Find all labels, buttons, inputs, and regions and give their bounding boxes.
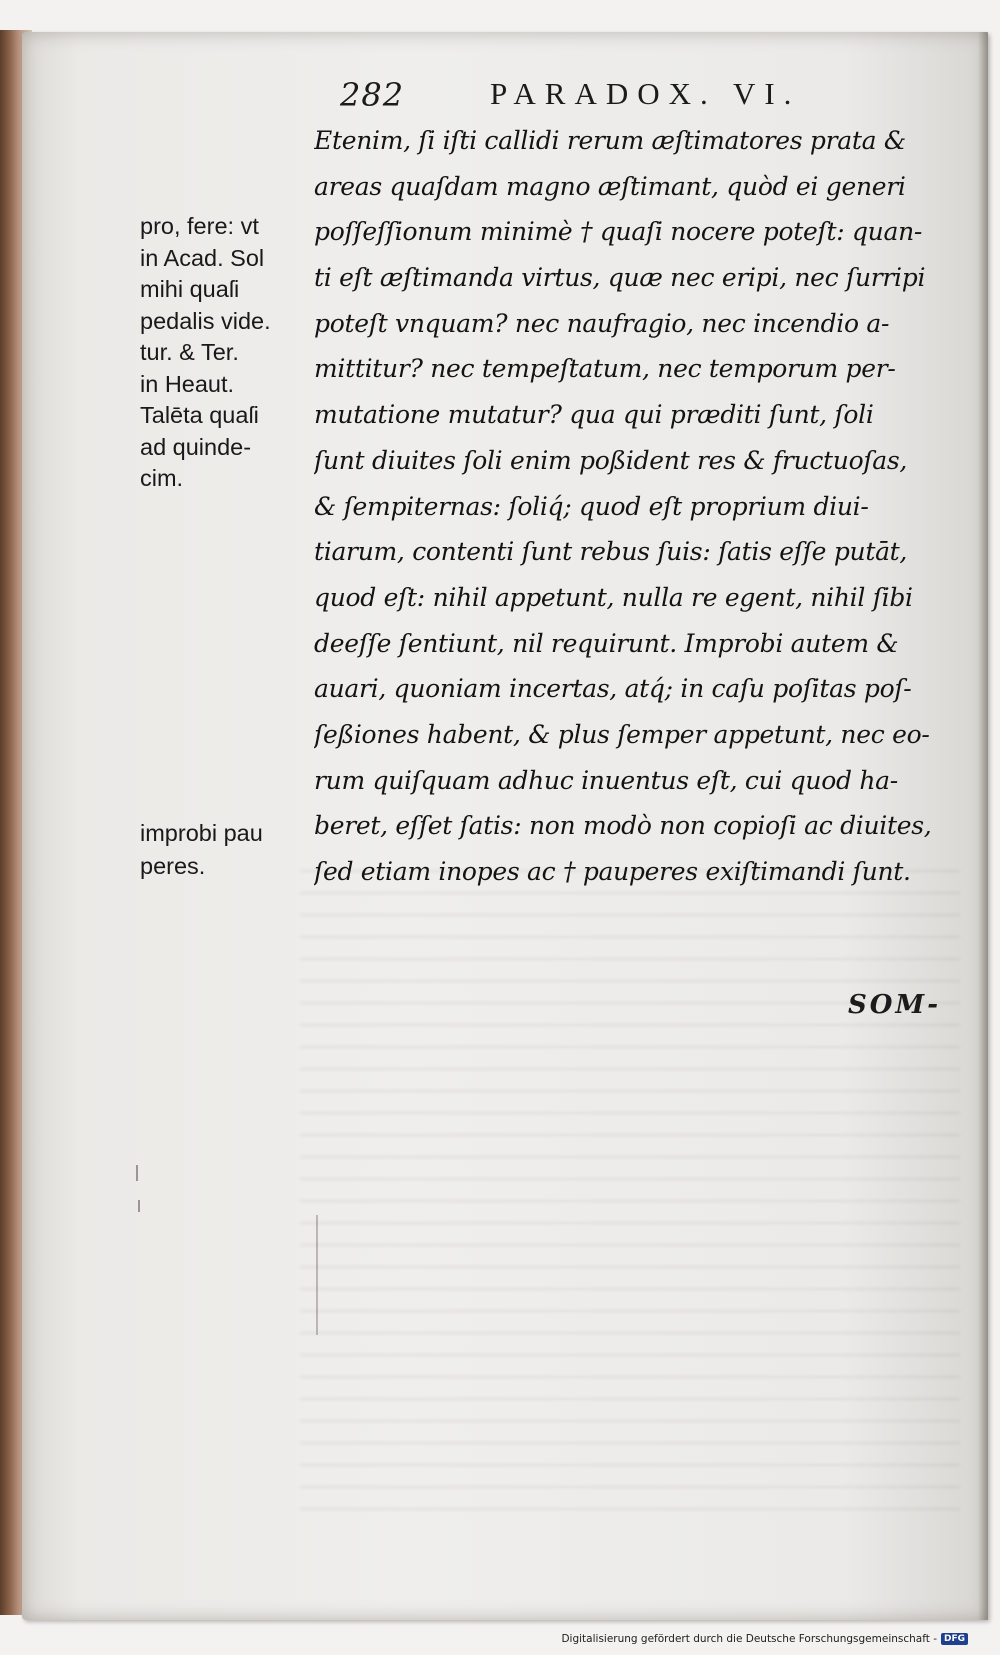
text-line: auari, quoniam incertas, atq́; in caſu poſitas poſ-	[314, 674, 912, 704]
text-line: & ſempiternas: ſoliq́; quod eſt proprium diui-	[314, 491, 869, 521]
margin-line: peres.	[140, 853, 206, 879]
margin-line: in Acad. Sol	[140, 244, 265, 271]
text-line: rum quiſquam adhuc inuentus eſt, cui quod ha-	[314, 765, 898, 795]
text-line: ſeßiones habent, & plus ſemper appetunt, nec eo-	[314, 719, 930, 749]
text-line: ſunt diuites ſoli enim poßident res & fructuoſas,	[314, 445, 908, 475]
text-line: poſſeſſionum minimè † quaſi nocere poteſt: quan-	[314, 217, 923, 247]
margin-line: ad quinde-	[140, 433, 252, 460]
margin-note-acad	[140, 211, 315, 495]
text-line: quod eſt: nihil appetunt, nulla re egent, nihil ſibi	[314, 582, 913, 612]
margin-line: cim.	[140, 465, 184, 491]
digitization-credit	[561, 1633, 968, 1645]
stray-mark	[138, 1200, 140, 1212]
margin-line: in Heaut.	[140, 370, 235, 397]
margin-line: tur. & Ter.	[140, 339, 239, 365]
margin-line: pro, fere: vt	[140, 213, 259, 239]
credit-text: Digitalisierung gefördert durch die Deutsche Forschungsgemeinschaft -	[561, 1633, 937, 1645]
show-through-text	[300, 870, 960, 1510]
dfg-logo: DFG	[941, 1633, 968, 1645]
text-line: deeſſe ſentiunt, nil requirunt. Improbi autem &	[314, 628, 899, 658]
text-line: ti eſt æſtimanda virtus, quæ nec eripi, nec ſurripi	[314, 263, 926, 293]
text-line: Etenim, ſi iſti callidi rerum æſtimatores prata &	[314, 126, 906, 155]
text-line: tiarum, contenti ſunt rebus ſuis: ſatis eſſe putāt,	[314, 537, 908, 567]
catchword: SOM-	[848, 990, 941, 1020]
text-line: mittitur? nec tempeſtatum, nec temporum per-	[314, 354, 896, 384]
stray-mark	[316, 1215, 318, 1335]
text-line: beret, eſſet ſatis: non modò non copioſi ac diuites,	[314, 811, 932, 841]
text-line: areas quaſdam magno æſtimant, quòd ei generi	[314, 171, 906, 201]
text-line: poteſt vnquam? nec naufragio, nec incendio a-	[314, 308, 890, 338]
running-head: PARADOX. VI.	[490, 76, 801, 111]
stray-mark	[136, 1165, 138, 1181]
page-number: 282	[340, 76, 405, 114]
margin-note-improbi	[140, 817, 315, 883]
page-header	[340, 76, 860, 120]
margin-line: improbi pau	[140, 820, 263, 846]
text-line: ſed etiam inopes ac † pauperes exiſtimandi ſunt.	[314, 857, 911, 886]
main-text-block	[314, 118, 974, 895]
margin-line: Talēta quaſi	[140, 402, 259, 428]
page-edge-shadow	[978, 32, 988, 1620]
margin-line: mihi quaſi	[140, 276, 240, 302]
margin-line: pedalis vide.	[140, 307, 271, 334]
text-line: mutatione mutatur? qua qui præditi ſunt, ſoli	[314, 400, 874, 430]
